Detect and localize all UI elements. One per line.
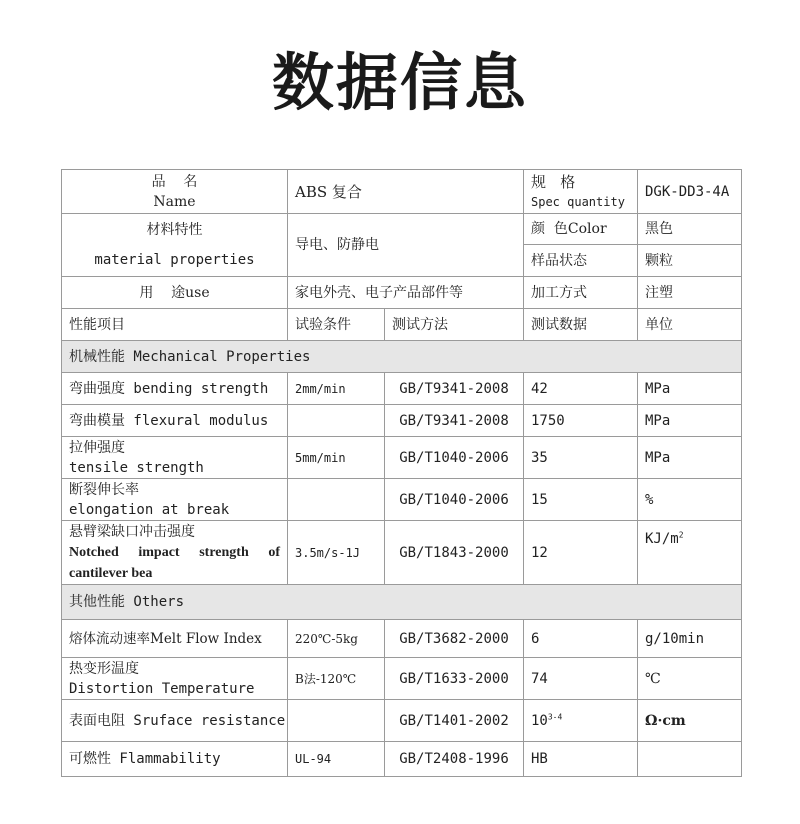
col-header-method: 测试方法 (385, 309, 524, 341)
flammability-unit (638, 742, 742, 777)
col-header-condition: 试验条件 (288, 309, 385, 341)
data-table (61, 169, 742, 777)
flammability-value: HB (524, 742, 638, 777)
melt-flow-method: GB/T3682-2000 (385, 620, 524, 658)
spec-label-cell (524, 170, 638, 214)
name-label-cn: 品 名 (151, 173, 198, 190)
surface-value (524, 700, 638, 742)
use-value: 家电外壳、电子产品部件等 (288, 277, 524, 309)
table-row (62, 620, 742, 658)
bending-strength-method: GB/T9341-2008 (385, 373, 524, 405)
sample-label: 样品状态 (524, 245, 638, 277)
column-header-row (62, 309, 742, 341)
notched-method: GB/T1843-2000 (385, 521, 524, 585)
elongation-name-cn: 断裂伸长率 (69, 481, 139, 498)
material-value: 导电、防静电 (288, 214, 524, 277)
tensile-value: 35 (524, 437, 638, 479)
table-row (62, 479, 742, 521)
color-label: 颜 色Color (524, 214, 638, 245)
distortion-name-cell (62, 658, 288, 700)
tensile-name-en: tensile strength (69, 459, 204, 476)
table-row (62, 742, 742, 777)
distortion-unit: ℃ (638, 658, 742, 700)
distortion-value: 74 (524, 658, 638, 700)
name-label-en: Name (153, 193, 196, 210)
material-label-cell (62, 214, 288, 277)
notched-name-en: Notched impact strength of cantilever bea (69, 544, 280, 581)
use-label: 用 途use (62, 277, 288, 309)
bending-strength-unit: MPa (638, 373, 742, 405)
surface-method: GB/T1401-2002 (385, 700, 524, 742)
distortion-name-cn: 热变形温度 (69, 660, 139, 677)
notched-unit (638, 521, 742, 585)
flexural-modulus-name: 弯曲模量 flexural modulus (62, 405, 288, 437)
flexural-modulus-unit: MPa (638, 405, 742, 437)
table-row (62, 658, 742, 700)
elongation-name-cell (62, 479, 288, 521)
elongation-unit: % (638, 479, 742, 521)
notched-unit-sup: 2 (678, 530, 684, 540)
elongation-condition (288, 479, 385, 521)
melt-flow-unit: g/10min (638, 620, 742, 658)
section-others: 其他性能 Others (62, 585, 742, 620)
surface-name: 表面电阻 Sruface resistance (62, 700, 288, 742)
surface-value-sup: 3-4 (547, 711, 563, 721)
notched-condition: 3.5m/s-1J (288, 521, 385, 585)
flexural-modulus-value: 1750 (524, 405, 638, 437)
process-label: 加工方式 (524, 277, 638, 309)
elongation-method: GB/T1040-2006 (385, 479, 524, 521)
notched-unit-base: KJ/m (645, 531, 679, 547)
tensile-name-cn: 拉伸强度 (69, 439, 125, 456)
elongation-name-en: elongation at break (69, 501, 230, 518)
distortion-name-en: Distortion Temperature (69, 680, 255, 697)
tensile-unit: MPa (638, 437, 742, 479)
melt-flow-value: 6 (524, 620, 638, 658)
col-header-data: 测试数据 (524, 309, 638, 341)
notched-name-cn: 悬臂梁缺口冲击强度 (69, 523, 195, 540)
flammability-name: 可燃性 Flammability (62, 742, 288, 777)
table-row (62, 437, 742, 479)
table-row (62, 521, 742, 585)
page-title: 数据信息 (271, 46, 528, 119)
section-row (62, 585, 742, 620)
bending-strength-value: 42 (524, 373, 638, 405)
surface-condition (288, 700, 385, 742)
col-header-unit: 单位 (638, 309, 742, 341)
bending-strength-name: 弯曲强度 bending strength (62, 373, 288, 405)
surface-value-base: 10 (531, 712, 548, 729)
tensile-name-cell (62, 437, 288, 479)
process-value: 注塑 (638, 277, 742, 309)
table-row (62, 405, 742, 437)
material-label-cn: 材料特性 (146, 222, 203, 238)
bending-strength-condition: 2mm/min (288, 373, 385, 405)
notched-name-cell (62, 521, 288, 585)
material-label-en: material properties (94, 252, 255, 268)
distortion-condition: B法-120℃ (288, 658, 385, 700)
flammability-method: GB/T2408-1996 (385, 742, 524, 777)
table-row (62, 170, 742, 214)
section-row (62, 341, 742, 373)
name-value: ABS 复合 (288, 170, 524, 214)
table-row (62, 214, 742, 245)
tensile-condition: 5mm/min (288, 437, 385, 479)
flexural-modulus-condition (288, 405, 385, 437)
flexural-modulus-method: GB/T9341-2008 (385, 405, 524, 437)
elongation-value: 15 (524, 479, 638, 521)
col-header-item: 性能项目 (62, 309, 288, 341)
melt-flow-name: 熔体流动速率Melt Flow Index (62, 620, 288, 658)
name-label-cell (62, 170, 288, 214)
sample-value: 颗粒 (638, 245, 742, 277)
color-value: 黑色 (638, 214, 742, 245)
melt-flow-condition: 220℃-5kg (288, 620, 385, 658)
distortion-method: GB/T1633-2000 (385, 658, 524, 700)
table-row (62, 277, 742, 309)
spec-label-cn: 规 格 (531, 172, 576, 191)
section-mechanical: 机械性能 Mechanical Properties (62, 341, 742, 373)
spec-label-en: Spec quantity (531, 194, 625, 209)
table-row (62, 373, 742, 405)
flammability-condition: UL-94 (288, 742, 385, 777)
tensile-method: GB/T1040-2006 (385, 437, 524, 479)
notched-value: 12 (524, 521, 638, 585)
spec-value: DGK-DD3-4A (638, 170, 742, 214)
table-row (62, 700, 742, 742)
surface-unit: Ω·cm (638, 700, 742, 742)
